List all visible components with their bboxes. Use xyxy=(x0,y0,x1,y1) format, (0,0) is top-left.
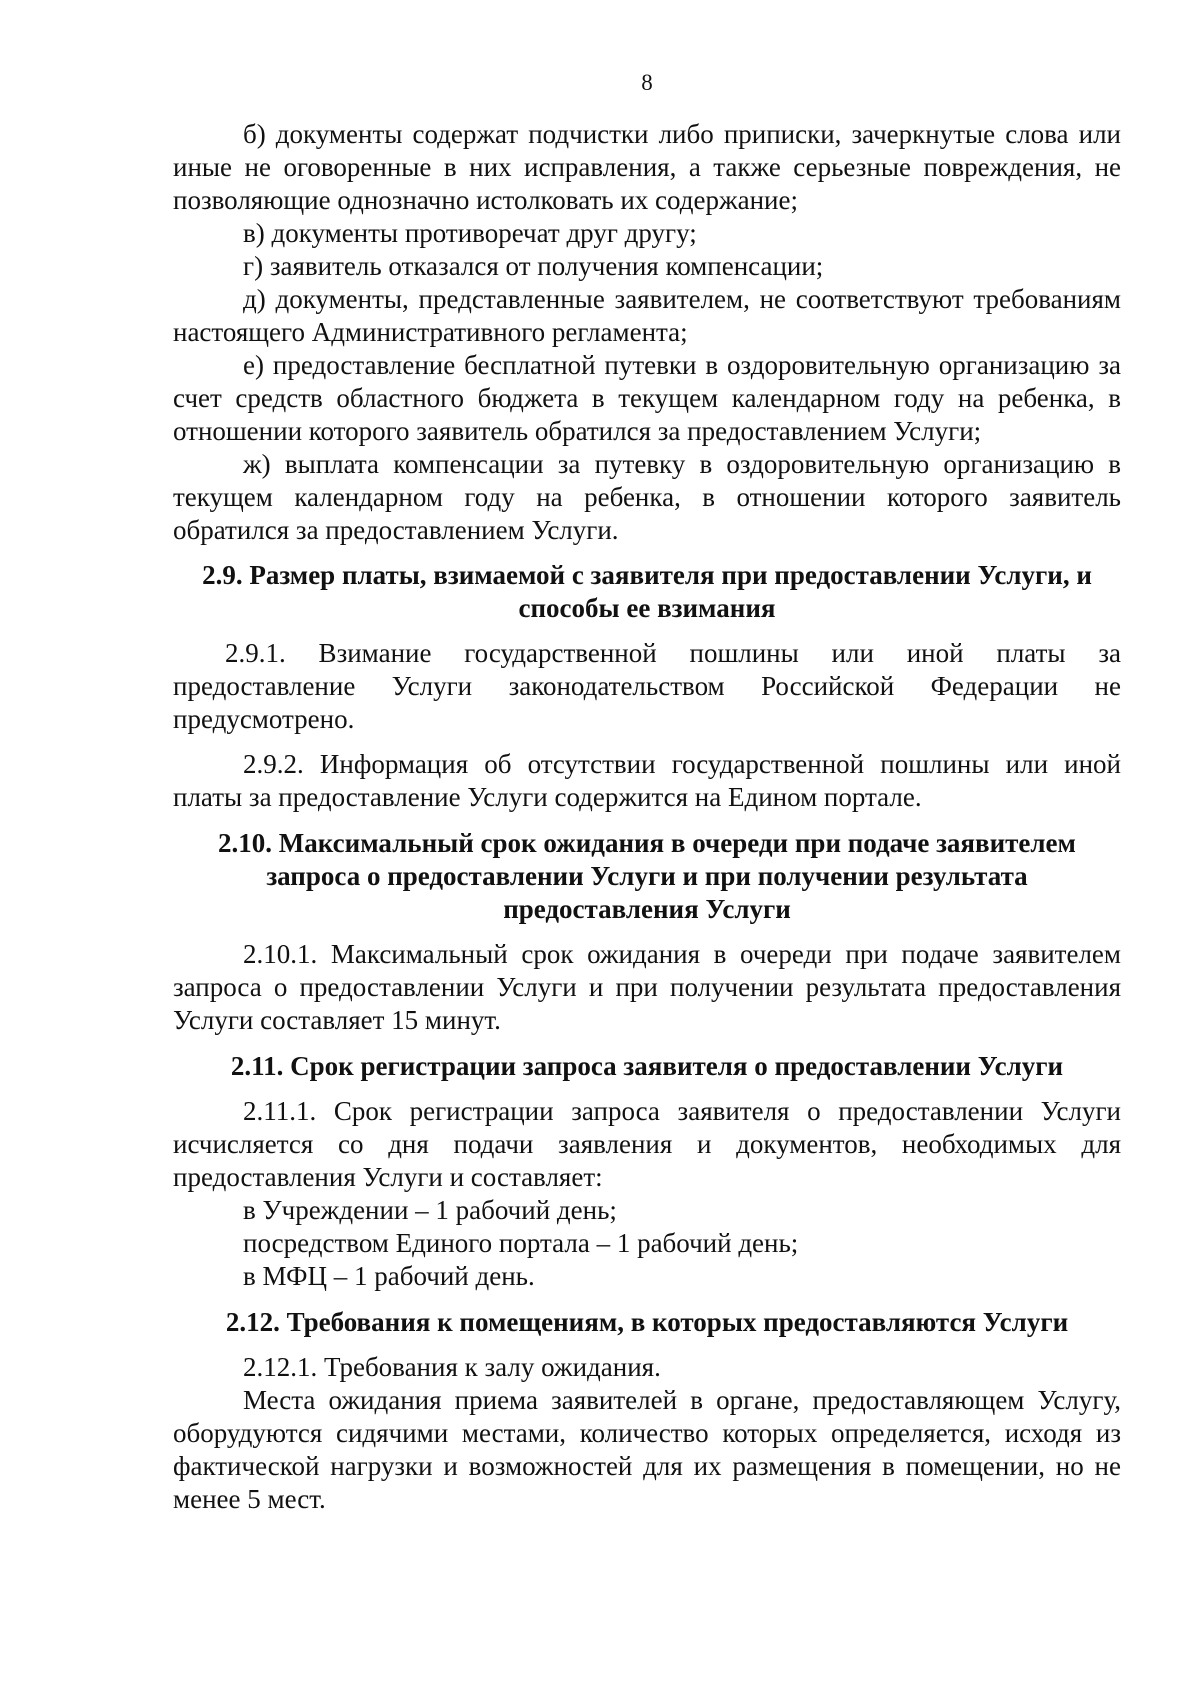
section-heading-2-12: 2.12. Требования к помещениям, в которых предоставляются Услуги xyxy=(225,1307,1069,1337)
paragraph-2-12-1: 2.12.1. Требования к залу ожидания. xyxy=(243,1352,661,1382)
list-item-institution: в Учреждении – 1 рабочий день; xyxy=(243,1195,617,1225)
paragraph-2-9-1: 2.9.1. Взимание государственной пошлины или иной платы за предоставление Услуги законодательством Российской Федерации не предусмотрено. xyxy=(173,638,1121,734)
paragraph-waiting-places: Места ожидания приема заявителей в органе, предоставляющем Услугу, оборудуются сидячими местами, количество которых определяется, исходя из фактической нагрузки и возможностей для их размещения в помещении, но не менее 5 мест. xyxy=(173,1385,1121,1514)
page-number: 8 xyxy=(641,70,653,95)
list-item-zh: ж) выплата компенсации за путевку в оздоровительную организацию в текущем календарном году на ребенка, в отношении которого заявитель обратился за предоставлением Услуги. xyxy=(173,449,1121,545)
paragraph-2-11-1: 2.11.1. Срок регистрации запроса заявителя о предоставлении Услуги исчисляется со дня подачи заявления и документов, необходимых для предоставления Услуги и составляет: xyxy=(173,1096,1121,1192)
paragraph-2-10-1: 2.10.1. Максимальный срок ожидания в очереди при подаче заявителем запроса о предоставлении Услуги и при получении результата предоставления Услуги составляет 15 минут. xyxy=(173,939,1121,1035)
list-item-mfc: в МФЦ – 1 рабочий день. xyxy=(243,1261,535,1291)
list-item-b: б) документы содержат подчистки либо приписки, зачеркнутые слова или иные не оговоренные в них исправления, а также серьезные повреждения, не позволяющие однозначно истолковать их содержание; xyxy=(173,119,1121,215)
list-item-v: в) документы противоречат друг другу; xyxy=(243,218,697,248)
section-heading-2-9: 2.9. Размер платы, взимаемой с заявителя при предоставлении Услуги, и способы ее взимания xyxy=(202,560,1092,623)
paragraph-2-9-2: 2.9.2. Информация об отсутствии государственной пошлины или иной платы за предоставление Услуги содержится на Едином портале. xyxy=(173,749,1121,812)
list-item-g: г) заявитель отказался от получения компенсации; xyxy=(243,251,824,281)
list-item-portal: посредством Единого портала – 1 рабочий день; xyxy=(243,1228,799,1258)
list-item-e: е) предоставление бесплатной путевки в оздоровительную организацию за счет средств областного бюджета в текущем календарном году на ребенка, в отношении которого заявитель обратился за предоставлением Услуги; xyxy=(173,350,1121,446)
list-item-d: д) документы, представленные заявителем, не соответствуют требованиям настоящего Административного регламента; xyxy=(173,284,1121,347)
section-heading-2-11: 2.11. Срок регистрации запроса заявителя о предоставлении Услуги xyxy=(230,1051,1064,1081)
document-page xyxy=(173,70,1121,1516)
section-heading-2-10: 2.10. Максимальный срок ожидания в очереди при подаче заявителем запроса о предоставлении Услуги и при получении результата предоставления Услуги xyxy=(218,828,1076,924)
paragraph-gap xyxy=(173,736,1121,748)
